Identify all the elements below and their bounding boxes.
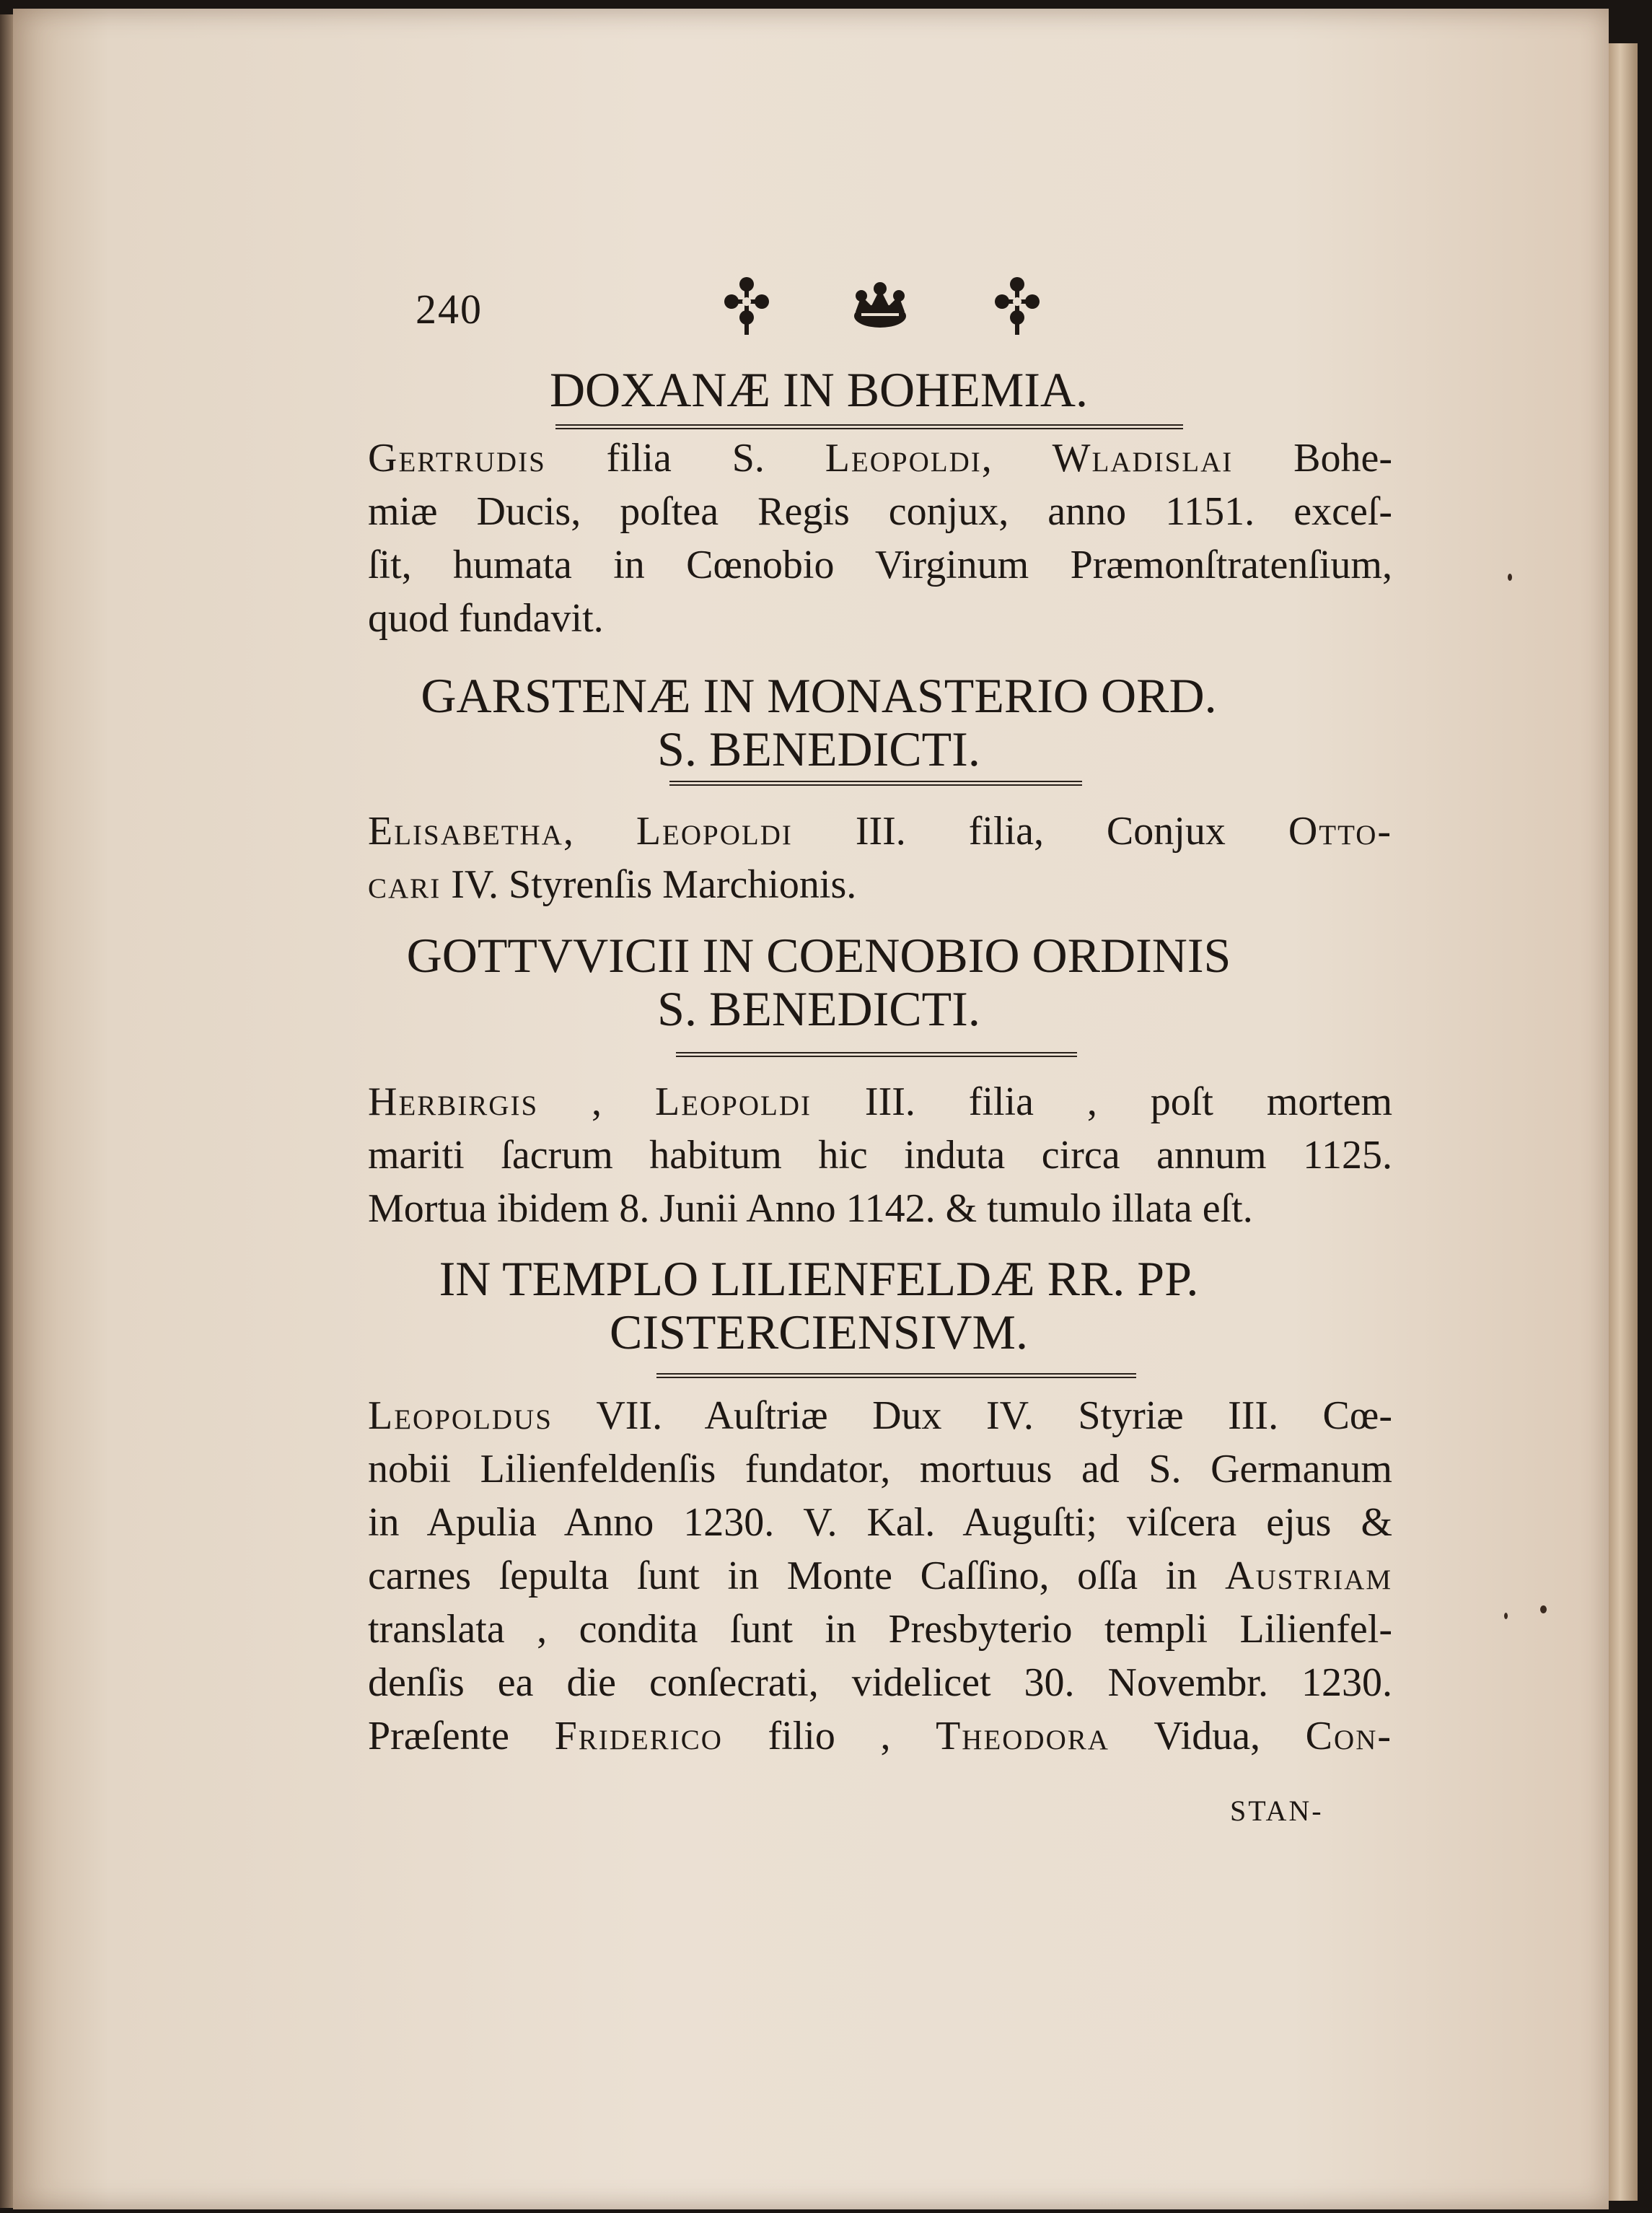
- text-run: ſit, humata in Cœnobio Virginum Præmonſtratenſium,: [368, 543, 1392, 587]
- text-run: nobii Lilienfeldenſis fundator, mortuus ad S. Germanum: [368, 1447, 1392, 1491]
- text-run: filio ,: [722, 1714, 936, 1758]
- text-line: [368, 1549, 1392, 1603]
- heading-line: IN TEMPLO LILIENFELDÆ RR. PP.: [439, 1251, 1199, 1306]
- text-run: ,: [563, 809, 636, 854]
- section-rule: [555, 424, 1183, 429]
- heading-line: GOTTVVICII IN COENOBIO ORDINIS: [406, 928, 1231, 983]
- text-run: quod fundavit.: [368, 596, 604, 641]
- text-line: [368, 538, 1392, 592]
- text-run: IV. Styrenſis Marchionis.: [441, 862, 857, 907]
- text-line: [368, 1496, 1392, 1549]
- text-run: Mortua ibidem 8. Junii Anno 1142. & tumulo illata eſt.: [368, 1186, 1253, 1231]
- text-run: Bohe-: [1233, 436, 1393, 481]
- text-run: translata , condita ſunt in Presbyterio templi Lilienfel-: [368, 1607, 1392, 1652]
- dust-speck: [1540, 1605, 1547, 1613]
- small-caps-name: Leopoldus: [368, 1393, 553, 1438]
- text-run: III. filia , poſt mortem: [812, 1079, 1393, 1124]
- text-line: [368, 1709, 1392, 1763]
- text-run: VII. Auſtriæ Dux IV. Styriæ III. Cœ-: [552, 1393, 1392, 1438]
- paragraph-leopoldus: [368, 1389, 1392, 1763]
- small-caps-name: Herbirgis: [368, 1079, 539, 1124]
- text-line: [368, 1442, 1392, 1496]
- fleuron-right-icon: [992, 274, 1042, 339]
- heading-line: S. BENEDICTI.: [657, 722, 980, 776]
- text-run: III. filia, Conjux: [792, 809, 1288, 854]
- text-line: [368, 1182, 1392, 1235]
- paragraph-herbirgis: [368, 1075, 1392, 1235]
- dust-speck: [1508, 574, 1512, 581]
- text-line: [368, 485, 1392, 538]
- small-caps-name: Leopoldi: [636, 809, 793, 854]
- heading-line: CISTERCIENSIVM.: [610, 1305, 1028, 1359]
- paragraph-gertrudis: [368, 431, 1392, 645]
- heading-line: GARSTENÆ IN MONASTERIO ORD.: [421, 668, 1217, 723]
- small-caps-name: Otto-: [1288, 809, 1393, 854]
- small-caps-name: Theodora: [936, 1714, 1110, 1758]
- fleuron-left-icon: [721, 274, 772, 339]
- page-number: 240: [416, 286, 483, 333]
- heading-line: S. BENEDICTI.: [657, 981, 980, 1036]
- text-line: [368, 858, 1392, 911]
- text-run: ,: [538, 1079, 655, 1124]
- small-caps-name: Leopoldi: [825, 436, 982, 481]
- section-heading-lilienfeldae: [404, 1252, 1234, 1359]
- text-run: in Apulia Anno 1230. V. Kal. Auguſti; viſcera ejus &: [368, 1500, 1392, 1545]
- text-line: [368, 1075, 1392, 1129]
- section-rule: [656, 1373, 1136, 1378]
- small-caps-name: Elisabetha: [368, 809, 563, 854]
- section-heading-garstenae: [404, 669, 1234, 776]
- text-line: [368, 805, 1392, 858]
- text-line: [368, 1129, 1392, 1182]
- text-run: mariti ſacrum habitum hic induta circa annum 1125.: [368, 1133, 1392, 1178]
- text-run: miæ Ducis, poſtea Regis conjux, anno 1151. exceſ-: [368, 489, 1392, 534]
- small-caps-name: Wladislai: [1052, 436, 1234, 481]
- text-run: ,: [981, 436, 1053, 481]
- catchword: STAN-: [1230, 1794, 1324, 1827]
- text-line: [368, 1656, 1392, 1709]
- text-run: Vidua,: [1109, 1714, 1306, 1758]
- crown-icon: [851, 280, 909, 330]
- small-caps-name: Austriam: [1225, 1554, 1392, 1598]
- text-line: [368, 1603, 1392, 1656]
- small-caps-name: cari: [368, 862, 441, 907]
- section-rule: [676, 1052, 1077, 1057]
- paragraph-elisabetha: [368, 805, 1392, 911]
- small-caps-name: Leopoldi: [654, 1079, 812, 1124]
- dust-speck: [1504, 1613, 1508, 1619]
- page-fore-edge: [1609, 43, 1638, 2201]
- small-caps-name: Gertrudis: [368, 436, 546, 481]
- section-rule: [669, 781, 1082, 786]
- text-line: [368, 592, 1392, 645]
- text-run: Præſente: [368, 1714, 555, 1758]
- text-line: [368, 1389, 1392, 1442]
- text-line: [368, 431, 1392, 485]
- heading-line: DOXANÆ IN BOHEMIA.: [549, 362, 1089, 417]
- ornament-row: [714, 274, 1046, 339]
- section-heading-gottvvicii: [404, 929, 1234, 1035]
- text-run: carnes ſepulta ſunt in Monte Caſſino, oſſa in: [368, 1554, 1226, 1598]
- small-caps-name: Friderico: [554, 1714, 723, 1758]
- small-caps-name: Con-: [1305, 1714, 1393, 1758]
- text-run: filia S.: [545, 436, 825, 481]
- section-heading-doxanae: [404, 363, 1234, 416]
- text-run: denſis ea die conſecrati, videlicet 30. Novembr. 1230.: [368, 1660, 1392, 1705]
